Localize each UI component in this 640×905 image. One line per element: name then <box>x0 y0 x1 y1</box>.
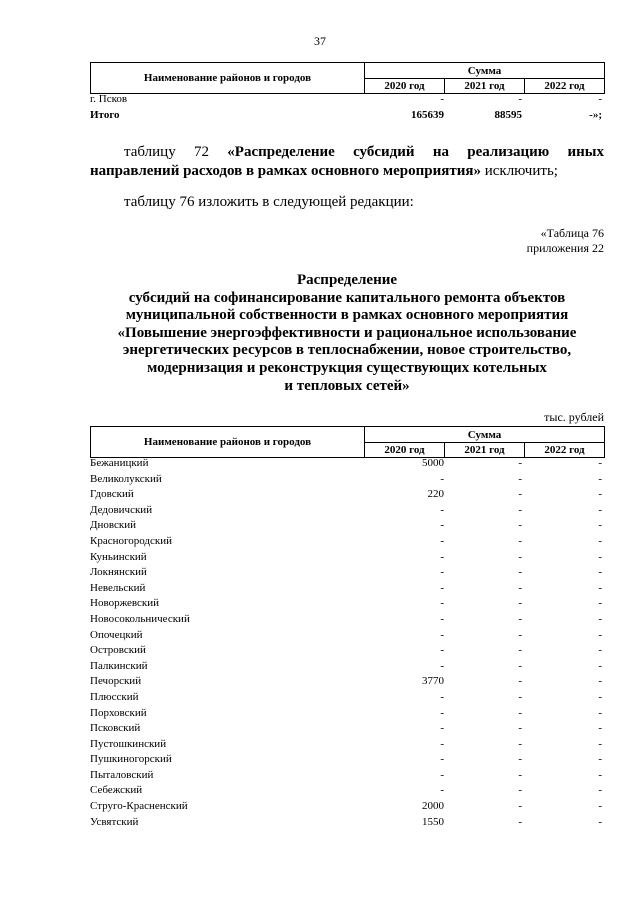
table2-name-header: Наименование районов и городов <box>91 427 365 458</box>
row-value-2020: - <box>440 93 444 105</box>
row-name: Пыталовский <box>90 768 154 781</box>
row-name: Гдовский <box>90 488 134 501</box>
paragraph1-bold: «Распределение субсидий на реализацию иных направлений расходов в рамках основного мероприятия» <box>90 144 604 179</box>
row-value-2021: - <box>518 488 522 501</box>
row-value-2022: - <box>598 612 602 625</box>
table-row <box>90 659 604 675</box>
row-value-2022: - <box>598 93 602 105</box>
row-value-2020: - <box>440 706 444 719</box>
table-row <box>90 503 604 519</box>
row-value-2021: - <box>518 753 522 766</box>
row-value-2020: - <box>440 768 444 781</box>
title-line: муниципальной собственности в рамках основного мероприятия <box>125 307 569 324</box>
table2-year-2021: 2021 год <box>445 443 525 458</box>
document-title <box>90 272 604 395</box>
row-name: Дедовичский <box>90 503 153 516</box>
row-name: Пушкиногорский <box>90 753 172 766</box>
row-value-2022: - <box>598 628 602 641</box>
row-value-2021: - <box>518 597 522 610</box>
row-name: Порховский <box>90 706 147 719</box>
row-name: Островский <box>90 644 146 657</box>
table2-year-2022: 2022 год <box>525 443 605 458</box>
row-value-2021: - <box>518 675 522 688</box>
table-row <box>90 628 604 644</box>
table-ref-line1: «Таблица 76 <box>540 226 604 240</box>
table1-body <box>90 92 604 123</box>
row-value-2020: - <box>440 659 444 672</box>
row-name: г. Псков <box>90 93 128 105</box>
row-name: Палкинский <box>90 659 148 672</box>
table-row-total <box>90 108 604 124</box>
row-value-2022: - <box>598 659 602 672</box>
row-name: Усвятский <box>90 815 139 828</box>
table-row <box>90 92 604 108</box>
row-value-2022: - <box>598 534 602 547</box>
table2-header <box>90 426 605 458</box>
row-value-2020: - <box>440 737 444 750</box>
row-value-2021: - <box>518 566 522 579</box>
table1-name-header: Наименование районов и городов <box>91 63 365 94</box>
row-value-2022: - <box>598 472 602 485</box>
row-value-2021: - <box>518 768 522 781</box>
row-value-2021: - <box>518 722 522 735</box>
row-value-2022: - <box>598 519 602 532</box>
table-row <box>90 768 604 784</box>
paragraph1-lead: таблицу 72 <box>124 144 228 160</box>
table-row <box>90 518 604 534</box>
row-value-2020: 165639 <box>411 108 444 121</box>
row-value-2021: - <box>518 800 522 813</box>
row-value-2022: - <box>598 503 602 516</box>
row-value-2022: - <box>598 457 602 469</box>
row-name: Дновский <box>90 519 137 532</box>
row-name: Красногородский <box>90 534 173 547</box>
title-line: энергетических ресурсов в теплоснабжении, новое строительство, <box>122 342 572 359</box>
table-row <box>90 799 604 815</box>
row-name: Плюсский <box>90 690 139 703</box>
paragraph-table76: таблицу 76 изложить в следующей редакции: <box>124 194 414 210</box>
row-value-2022: - <box>598 737 602 750</box>
row-value-2022: - <box>598 800 602 813</box>
table-row <box>90 581 604 597</box>
table-row <box>90 815 604 831</box>
row-value-2022: - <box>598 566 602 579</box>
row-value-2020: - <box>440 753 444 766</box>
row-value-2020: - <box>440 644 444 657</box>
table1-sum-header: Сумма <box>365 63 605 79</box>
table-ref-line2: приложения 22 <box>526 241 604 255</box>
row-value-2020: - <box>440 503 444 516</box>
table-row <box>90 550 604 566</box>
row-value-2021: - <box>518 784 522 797</box>
row-value-2020: - <box>440 550 444 563</box>
title-line: «Повышение энергоэффективности и рациональное использование <box>117 324 577 341</box>
row-value-2020: - <box>440 628 444 641</box>
table-row <box>90 706 604 722</box>
row-name: Бежаницкий <box>90 457 149 469</box>
row-value-2022: - <box>598 815 602 828</box>
row-name: Печорский <box>90 675 142 688</box>
row-value-2022: - <box>598 690 602 703</box>
row-value-2021: - <box>518 581 522 594</box>
row-value-2020: - <box>440 566 444 579</box>
row-name: Себежский <box>90 784 143 797</box>
row-value-2022: - <box>598 581 602 594</box>
table-row <box>90 690 604 706</box>
row-value-2020: 220 <box>427 488 444 501</box>
row-name: Псковский <box>90 722 141 735</box>
row-value-2021: - <box>518 706 522 719</box>
row-value-2022: -»; <box>589 108 602 121</box>
row-name: Новоржевский <box>90 597 160 610</box>
table-row <box>90 534 604 550</box>
row-name: Опочецкий <box>90 628 143 641</box>
row-value-2022: - <box>598 550 602 563</box>
row-value-2022: - <box>598 488 602 501</box>
table1-year-2022: 2022 год <box>525 79 605 94</box>
row-value-2022: - <box>598 644 602 657</box>
row-value-2022: - <box>598 706 602 719</box>
table-row <box>90 737 604 753</box>
table-row <box>90 783 604 799</box>
table2-body <box>90 456 604 830</box>
row-value-2021: - <box>518 644 522 657</box>
row-value-2021: - <box>518 628 522 641</box>
row-value-2021: - <box>518 737 522 750</box>
row-name: Невельский <box>90 581 146 594</box>
table-row <box>90 596 604 612</box>
table-row <box>90 643 604 659</box>
title-line: и тепловых сетей» <box>284 377 410 394</box>
table-reference <box>90 226 604 256</box>
table-row <box>90 674 604 690</box>
table-row <box>90 721 604 737</box>
paragraph-table72 <box>90 143 604 181</box>
table-row <box>90 565 604 581</box>
table-row <box>90 487 604 503</box>
table-row <box>90 752 604 768</box>
table1-year-2021: 2021 год <box>445 79 525 94</box>
row-value-2022: - <box>598 675 602 688</box>
row-value-2020: - <box>440 597 444 610</box>
row-value-2021: - <box>518 659 522 672</box>
paragraph1-tail: исключить; <box>480 163 558 179</box>
row-value-2020: 5000 <box>422 457 444 469</box>
row-value-2021: - <box>518 612 522 625</box>
row-name: Новосокольнический <box>90 612 190 625</box>
row-name: Итого <box>90 108 120 121</box>
row-value-2021: - <box>518 534 522 547</box>
row-value-2022: - <box>598 722 602 735</box>
row-value-2020: 3770 <box>422 675 444 688</box>
row-value-2021: - <box>518 519 522 532</box>
row-value-2021: - <box>518 93 522 105</box>
units-label: тыс. рублей <box>544 410 604 424</box>
row-value-2020: - <box>440 784 444 797</box>
row-value-2021: - <box>518 690 522 703</box>
row-value-2020: 2000 <box>422 800 444 813</box>
row-name: Струго-Красненский <box>90 800 188 813</box>
row-value-2020: - <box>440 534 444 547</box>
row-value-2021: - <box>518 457 522 469</box>
table-row <box>90 612 604 628</box>
row-name: Пустошкинский <box>90 737 167 750</box>
title-line: Распределение <box>296 272 398 288</box>
table1-header <box>90 62 605 94</box>
page-number: 37 <box>314 34 326 48</box>
row-value-2021: - <box>518 815 522 828</box>
row-value-2020: - <box>440 690 444 703</box>
row-value-2021: - <box>518 472 522 485</box>
table1-year-2020: 2020 год <box>365 79 445 94</box>
title-line: субсидий на софинансирование капитального ремонта объектов <box>128 289 566 306</box>
title-line: модернизация и реконструкция существующих котельных <box>147 359 547 376</box>
row-value-2020: - <box>440 612 444 625</box>
row-value-2021: 88595 <box>494 108 522 121</box>
row-value-2020: - <box>440 472 444 485</box>
row-value-2021: - <box>518 503 522 516</box>
row-value-2022: - <box>598 768 602 781</box>
row-value-2020: - <box>440 519 444 532</box>
row-value-2022: - <box>598 753 602 766</box>
table-row <box>90 456 604 472</box>
row-name: Куньинский <box>90 550 147 563</box>
row-value-2022: - <box>598 784 602 797</box>
row-name: Локнянский <box>90 566 147 579</box>
row-name: Великолукский <box>90 472 162 485</box>
row-value-2020: 1550 <box>422 815 444 828</box>
table-row <box>90 472 604 488</box>
table2-year-2020: 2020 год <box>365 443 445 458</box>
table2-sum-header: Сумма <box>365 427 605 443</box>
row-value-2022: - <box>598 597 602 610</box>
row-value-2020: - <box>440 722 444 735</box>
row-value-2021: - <box>518 550 522 563</box>
row-value-2020: - <box>440 581 444 594</box>
